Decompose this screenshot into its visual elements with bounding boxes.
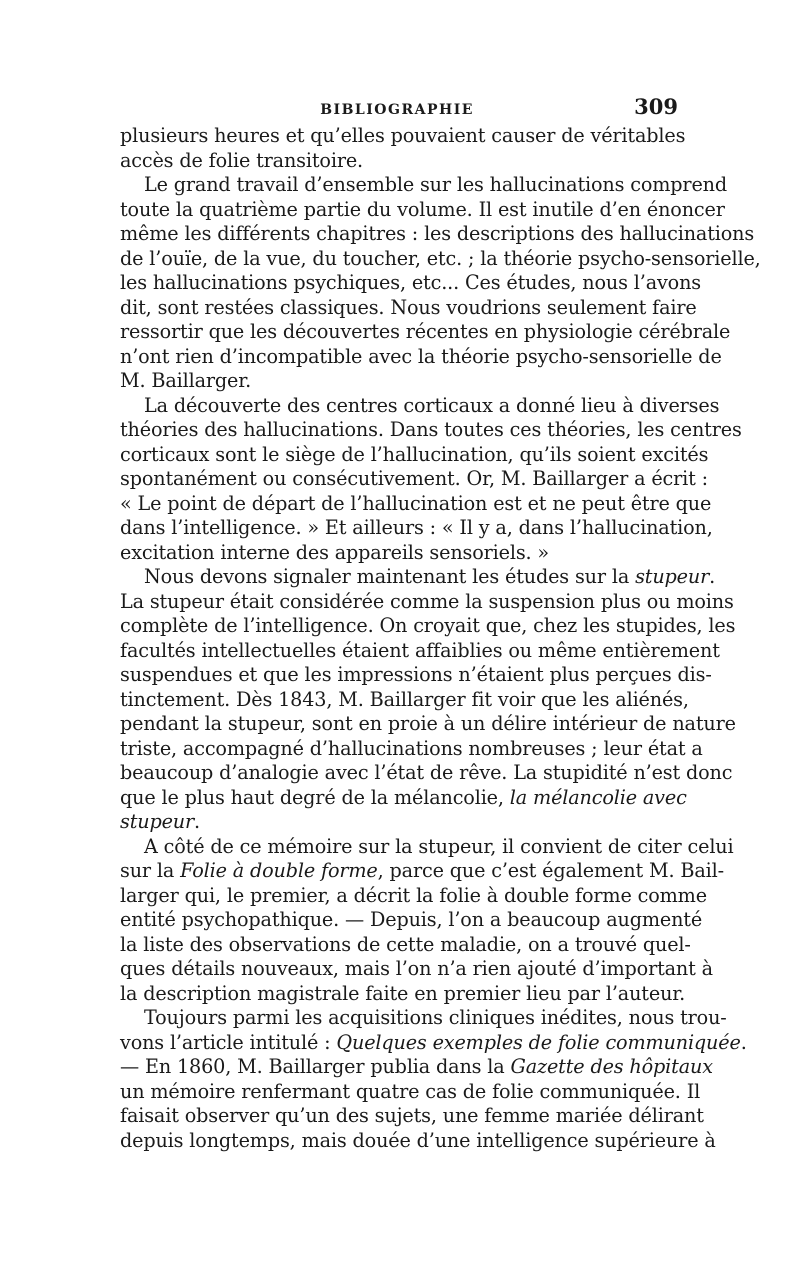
text-segment: accès de folie transitoire. (120, 148, 363, 172)
text-line (120, 1055, 713, 1080)
page-number: 309 (634, 94, 678, 119)
text-segment: de l’ouïe, de la vue, du toucher, etc. ; la théorie psycho-sensorielle, (120, 246, 761, 270)
text-line (120, 761, 733, 786)
text-line (120, 712, 736, 737)
text-segment: . (709, 565, 716, 588)
text-segment: . (194, 810, 200, 833)
text-line (120, 1006, 727, 1031)
text-line (120, 663, 712, 688)
text-line (120, 197, 725, 223)
text-segment: A côté de ce mémoire sur la stupeur, il convient de citer celui (144, 834, 734, 858)
text-line (120, 1079, 701, 1105)
text-line (120, 981, 686, 1007)
text-segment: La stupeur était considérée comme la suspension plus ou moins (120, 589, 734, 613)
italic-text: Folie à double forme (180, 859, 378, 882)
text-segment: même les différents chapitres : les descriptions des hallucinations (120, 222, 755, 245)
text-segment: spontanément ou consécutivement. Or, M. Baillarger a écrit : (120, 467, 708, 490)
text-line (120, 295, 697, 321)
page-header (120, 94, 678, 124)
text-segment: toute la quatrième partie du volume. Il est inutile d’en énoncer (120, 197, 725, 221)
text-line (120, 393, 720, 419)
text-segment: M. Baillarger. (120, 369, 252, 392)
text-segment: La découverte des centres corticaux a donné lieu à diverses (144, 393, 720, 417)
text-segment: pendant la stupeur, sont en proie à un délire intérieur de nature (120, 712, 736, 735)
text-line (120, 589, 734, 615)
text-line (120, 124, 686, 149)
book-page (120, 94, 761, 1153)
text-segment: suspendues et que les impressions n’étaient plus perçues dis- (120, 663, 712, 686)
text-line (120, 810, 678, 835)
text-segment: que le plus haut degré de la mélancolie, (120, 785, 510, 809)
text-line (120, 736, 703, 762)
text-line (120, 491, 712, 517)
text-line (120, 369, 678, 394)
text-segment: — En 1860, M. Baillarger publia dans la (120, 1055, 511, 1078)
text-segment: corticaux sont le siège de l’hallucination, qu’ils soient excités (120, 442, 709, 466)
text-segment: la liste des observations de cette maladie, on a trouvé quel- (120, 932, 691, 956)
text-line (120, 638, 720, 664)
italic-text: Quelques exemples de folie communiquée (336, 1030, 741, 1054)
text-line (120, 541, 678, 566)
text-line (120, 173, 727, 198)
text-segment: théories des hallucinations. Dans toutes ces théories, les centres (120, 418, 742, 441)
text-segment: faisait observer qu’un des sujets, une femme mariée délirant (120, 1104, 704, 1127)
text-segment: la description magistrale faite en premier lieu par l’auteur. (120, 981, 686, 1005)
text-segment: triste, accompagné d’hallucinations nombreuses ; leur état a (120, 736, 703, 760)
text-segment: sur la (120, 859, 181, 882)
text-line (120, 932, 691, 958)
text-line (120, 614, 736, 639)
text-segment: excitation interne des appareils sensoriels. » (120, 540, 550, 564)
italic-text: stupeur (120, 810, 195, 833)
text-segment: larger qui, le premier, a décrit la folie à double forme comme (120, 883, 707, 907)
text-segment: entité psychopathique. — Depuis, l’on a beaucoup augmenté (120, 908, 703, 931)
text-segment: vons l’article intitulé : (120, 1030, 337, 1054)
text-line (120, 320, 731, 345)
text-segment: . (740, 1030, 747, 1054)
text-line (120, 418, 742, 443)
text-line (120, 344, 722, 370)
text-segment: un mémoire renfermant quatre cas de folie communiquée. Il (120, 1079, 701, 1103)
italic-text: stupeur (635, 565, 710, 588)
text-segment: « Le point de départ de l’hallucination est et ne peut être que (120, 491, 712, 515)
text-line (120, 442, 709, 468)
text-line (120, 565, 716, 590)
text-segment: facultés intellectuelles étaient affaiblies ou même entièrement (120, 638, 720, 662)
text-segment: dit, sont restées classiques. Nous voudrions seulement faire (120, 295, 697, 319)
text-segment: Le grand travail d’ensemble sur les hallucinations comprend (144, 173, 727, 196)
running-head: BIBLIOGRAPHIE (320, 102, 474, 118)
text-segment: tinctement. Dès 1843, M. Baillarger fit voir que les aliénés, (120, 687, 689, 711)
text-segment: ressortir que les découvertes récentes en physiologie cérébrale (120, 320, 731, 343)
text-line (120, 1104, 704, 1129)
text-segment: Toujours parmi les acquisitions cliniques inédites, nous trou- (144, 1006, 727, 1029)
text-segment: Nous devons signaler maintenant les études sur la (144, 565, 636, 588)
text-segment: les hallucinations psychiques, etc... Ces études, nous l’avons (120, 271, 701, 294)
text-line (120, 785, 687, 811)
text-segment: beaucoup d’analogie avec l’état de rêve. La stupidité n’est donc (120, 761, 733, 784)
text-segment: ques détails nouveaux, mais l’on n’a rien ajouté d’important à (120, 957, 713, 980)
italic-text: la mélancolie avec (509, 785, 687, 809)
text-line (120, 1128, 716, 1154)
italic-text: Gazette des hôpitaux (510, 1055, 713, 1078)
text-line (120, 271, 701, 296)
text-line (120, 246, 761, 272)
text-line (120, 908, 703, 933)
text-segment: n’ont rien d’incompatible avec la théorie psycho-sensorielle de (120, 344, 722, 368)
text-line (120, 467, 708, 492)
text-segment: plusieurs heures et qu’elles pouvaient causer de véritables (120, 124, 686, 147)
text-segment: depuis longtemps, mais douée d’une intelligence supérieure à (120, 1128, 716, 1152)
body-text (120, 124, 761, 1153)
text-line (120, 516, 713, 541)
text-line (120, 687, 689, 713)
text-line (120, 957, 713, 982)
text-line (120, 1030, 747, 1056)
text-segment: , parce que c’est également M. Bail- (377, 859, 724, 882)
text-segment: dans l’intelligence. » Et ailleurs : « Il y a, dans l’hallucination, (120, 516, 713, 539)
text-line (120, 222, 755, 247)
text-segment: complète de l’intelligence. On croyait que, chez les stupides, les (120, 614, 736, 637)
text-line (120, 883, 707, 909)
text-line (120, 859, 724, 884)
text-line (120, 834, 734, 860)
text-line (120, 149, 678, 174)
